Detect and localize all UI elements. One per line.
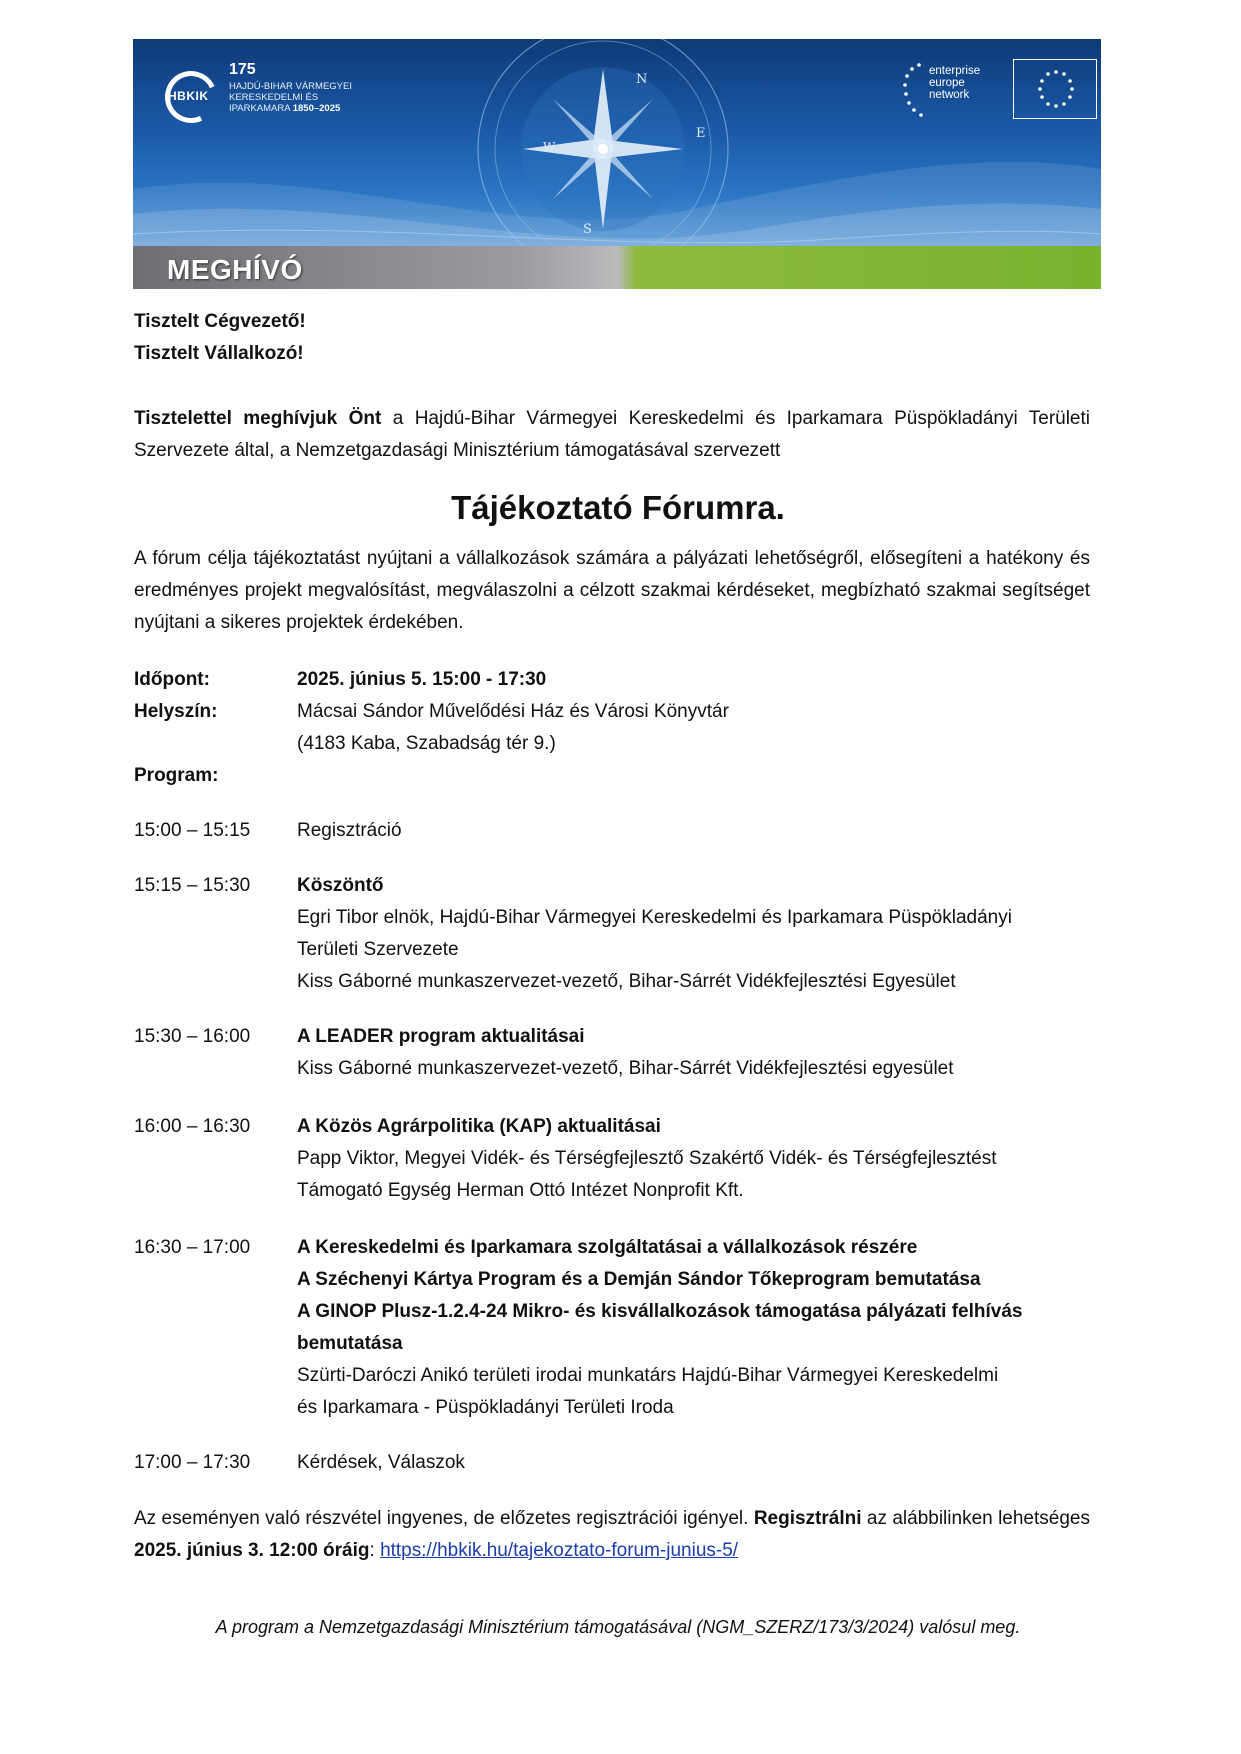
logo-line: HAJDÚ-BIHAR VÁRMEGYEI <box>229 81 352 92</box>
program-speaker: Papp Viktor, Megyei Vidék- és Térségfejlesztő Szakértő Vidék- és Térségfejlesztést <box>297 1148 997 1169</box>
svg-text:S: S <box>583 222 592 237</box>
een-text <box>929 65 980 101</box>
header-banner <box>133 39 1101 289</box>
program-time: 17:00 – 17:30 <box>134 1452 251 1473</box>
time-label: Időpont: <box>134 669 210 690</box>
time-value: 2025. június 5. 15:00 - 17:30 <box>297 669 547 690</box>
registration-text: az alábbilinken lehetséges <box>861 1508 1090 1529</box>
program-speaker: Egri Tibor elnök, Hajdú-Bihar Vármegyei Kereskedelmi és Iparkamara Püspökladányi <box>297 907 1012 928</box>
program-title: A GINOP Plusz-1.2.4-24 Mikro- és kisvállalkozások támogatása pályázati felhívás <box>297 1301 1023 1322</box>
program-title: bemutatása <box>297 1333 403 1354</box>
intro-bold: Tisztelettel meghívjuk Önt <box>134 408 382 429</box>
program-title: Kérdések, Válaszok <box>297 1452 465 1473</box>
registration-link[interactable]: https://hbkik.hu/tajekoztato-forum-junius-5/ <box>380 1540 739 1561</box>
program-content <box>297 1447 1102 1479</box>
place-line: (4183 Kaba, Szabadság tér 9.) <box>297 733 556 754</box>
registration-text: : <box>369 1540 381 1561</box>
logo-text <box>229 81 389 114</box>
registration-text: Az eseményen való részvétel ingyenes, de előzetes regisztrációi igényel. <box>134 1508 754 1529</box>
program-title: Regisztráció <box>297 820 402 841</box>
program-title: A Közös Agrárpolitika (KAP) aktualitásai <box>297 1116 661 1137</box>
banner-title: MEGHÍVÓ <box>167 254 303 285</box>
logo-line: KERESKEDELMI ÉS <box>229 92 319 103</box>
program-speaker: Támogató Egység Herman Ottó Intézet Nonprofit Kft. <box>297 1180 744 1201</box>
svg-text:E: E <box>696 126 706 141</box>
een-line: enterprise <box>929 65 981 77</box>
program-title: A LEADER program aktualitásai <box>297 1026 585 1047</box>
een-line: network <box>929 89 970 101</box>
program-content <box>297 815 1102 847</box>
program-content <box>297 1111 1102 1207</box>
program-content <box>297 1232 1102 1424</box>
program-speaker: Kiss Gáborné munkaszervezet-vezető, Bihar-Sárrét Vidékfejlesztési egyesület <box>297 1058 954 1079</box>
salutation-line: Tisztelt Vállalkozó! <box>134 343 304 364</box>
purpose-paragraph: A fórum célja tájékoztatást nyújtani a vállalkozások számára a pályázati lehetőségről, elősegíteni a hatékony és eredményes projekt megvalósítást, megválaszolni a célzott szakmai kérdéseket, megbízható szakmai segítséget nyújtani a sikeres projektek érdekében. <box>134 548 1090 633</box>
program-title: A Kereskedelmi és Iparkamara szolgáltatásai a vállalkozások részére <box>297 1237 918 1258</box>
place-value <box>297 696 1102 760</box>
salutation-line: Tisztelt Cégvezető! <box>134 311 306 332</box>
svg-text:N: N <box>636 72 648 87</box>
logo-abbreviation: HBKIK <box>168 89 209 103</box>
place-label: Helyszín: <box>134 701 218 722</box>
program-time: 16:30 – 17:00 <box>134 1237 251 1258</box>
program-content <box>297 1021 1102 1085</box>
registration-bold: Regisztrálni <box>753 1508 862 1529</box>
program-label: Program: <box>134 765 219 786</box>
program-time: 16:00 – 16:30 <box>134 1116 251 1137</box>
een-line: europe <box>929 77 965 89</box>
program-content <box>297 870 1102 998</box>
program-time: 15:00 – 15:15 <box>134 820 251 841</box>
event-title: Tájékoztató Fórumra. <box>451 489 785 526</box>
program-speaker: Területi Szervezete <box>297 939 459 960</box>
place-line: Mácsai Sándor Művelődési Ház és Városi Könyvtár <box>297 701 729 722</box>
intro-paragraph <box>134 403 1090 467</box>
enterprise-europe-network-logo <box>903 59 1083 125</box>
program-title: Köszöntő <box>297 875 384 896</box>
een-stars-icon <box>903 61 923 117</box>
logo-line: IPARKAMARA 1850–2025 <box>229 103 341 114</box>
svg-text:W: W <box>543 140 556 154</box>
program-speaker: és Iparkamara - Püspökladányi Területi Iroda <box>297 1397 674 1418</box>
registration-paragraph <box>134 1503 1090 1567</box>
program-time: 15:30 – 16:00 <box>134 1026 251 1047</box>
program-speaker: Szürti-Daróczi Anikó területi irodai munkatárs Hajdú-Bihar Vármegyei Kereskedelmi <box>297 1365 999 1386</box>
logo-number: 175 <box>229 61 256 78</box>
hbkik-logo <box>165 61 385 131</box>
program-time: 15:15 – 15:30 <box>134 875 251 896</box>
program-title: A Széchenyi Kártya Program és a Demján Sándor Tőkeprogram bemutatása <box>297 1269 981 1290</box>
funding-footnote: A program a Nemzetgazdasági Minisztérium támogatásával (NGM_SZERZ/173/3/2024) valósul meg. <box>215 1617 1021 1637</box>
intro-text: a Hajdú-Bihar Vármegyei Kereskedelmi és Iparkamara Püspökladányi Területi Szervezete által, a Nemzetgazdasági Minisztérium támogatásával szervezett <box>134 408 1090 461</box>
registration-deadline: 2025. június 3. 12:00 óráig <box>134 1540 370 1561</box>
eu-flag-icon <box>1013 59 1097 119</box>
program-speaker: Kiss Gáborné munkaszervezet-vezető, Bihar-Sárrét Vidékfejlesztési Egyesület <box>297 971 956 992</box>
